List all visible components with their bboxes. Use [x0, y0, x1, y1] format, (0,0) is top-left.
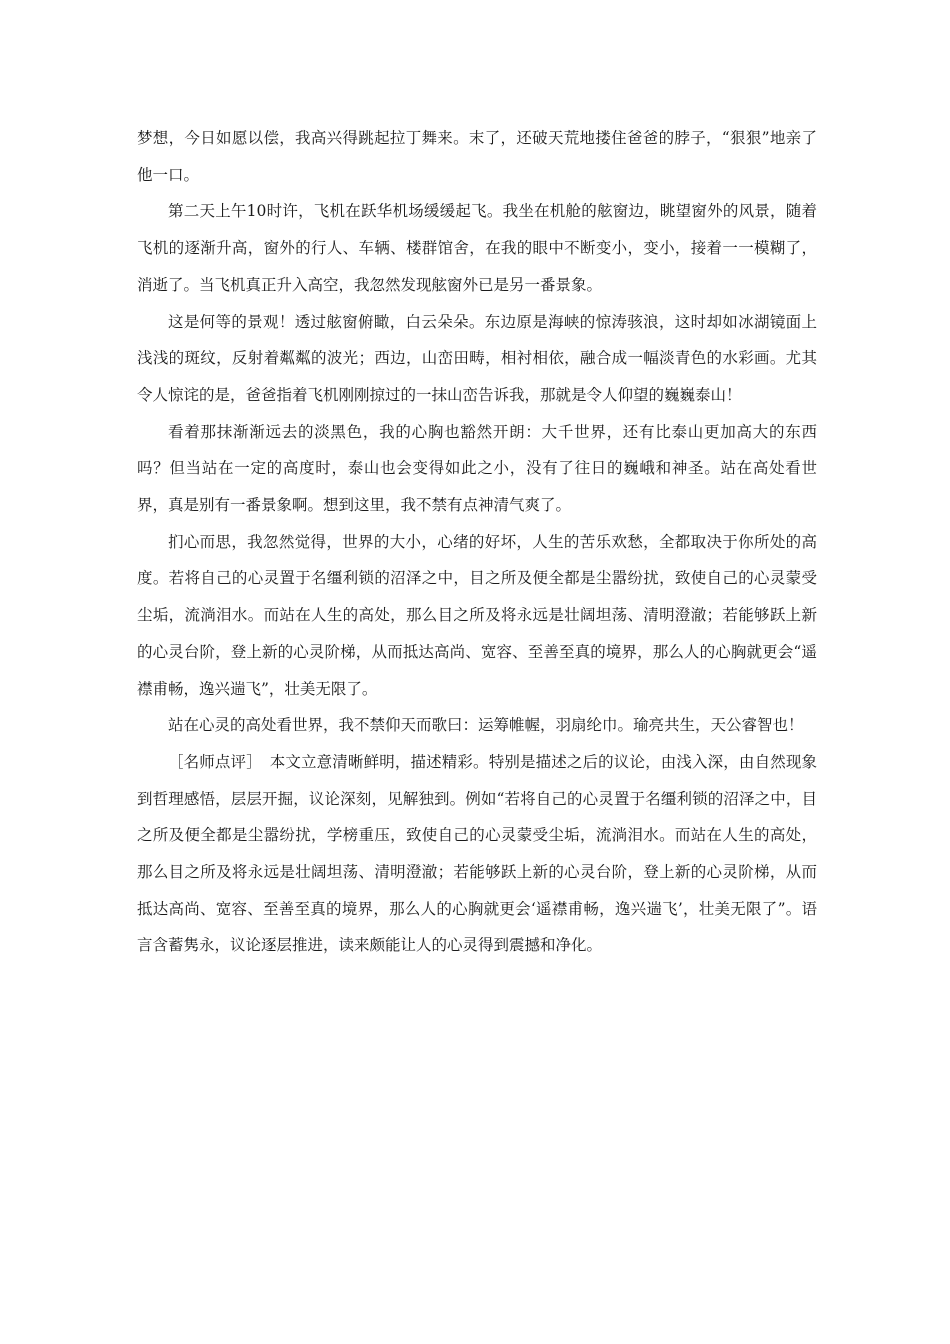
paragraph-2: 第二天上午10时许，飞机在跃华机场缓缓起飞。我坐在机舱的舷窗边，眺望窗外的风景，随着飞机的逐渐升高，窗外的行人、车辆、楼群馆舍，在我的眼中不断变小，变小，接着一一模糊了，消逝了。当飞机真正升入高空，我忽然发现舷窗外已是另一番景象。: [137, 202, 817, 294]
paragraph-1: 梦想，今日如愿以偿，我高兴得跳起拉丁舞来。末了，还破天荒地搂住爸爸的脖子，“狠狠”地亲了他一口。: [137, 129, 817, 184]
article-body: [137, 120, 817, 964]
paragraph-3: 这是何等的景观！透过舷窗俯瞰，白云朵朵。东边原是海峡的惊涛骇浪，这时却如冰湖镜面上浅浅的斑纹，反射着粼粼的波光；西边，山峦田畴，相衬相依，融合成一幅淡青色的水彩画。尤其令人惊诧的是，爸爸指着飞机刚刚掠过的一抹山峦告诉我，那就是令人仰望的巍巍泰山！: [137, 312, 817, 404]
paragraph-4: 看着那抹渐渐远去的淡黑色，我的心胸也豁然开朗：大千世界，还有比泰山更加高大的东西吗？但当站在一定的高度时，泰山也会变得如此之小，没有了往日的巍峨和神圣。站在高处看世界，真是别有一番景象啊。想到这里，我不禁有点神清气爽了。: [137, 422, 817, 515]
teacher-comment: ［名师点评］ 本文立意清晰鲜明，描述精彩。特别是描述之后的议论，由浅入深，由自然现象到哲理感悟，层层开掘，议论深刻，见解独到。例如“若将自己的心灵置于名缰利锁的沼泽之中，目之所及便全都是尘嚣纷扰，学榜重压，致使自己的心灵蒙受尘垢，流淌泪水。而站在人生的高处，那么目之所及将永远是壮阔坦荡、清明澄澈；若能够跃上新的心灵台阶，登上新的心灵阶梯，从而抵达高尚、宽容、至善至真的境界，那么人的心胸就更会‘遥襟甫畅，逸兴遄飞’，壮美无限了”。语言含蓄隽永，议论逐层推进，读来颇能让人的心灵得到震撼和净化。: [137, 752, 817, 955]
paragraph-6: 站在心灵的高处看世界，我不禁仰天而歌曰：运筹帷幄，羽扇纶巾。瑜亮共生，天公睿智也！: [168, 716, 804, 735]
paragraph-5: 扪心而思，我忽然觉得，世界的大小，心绪的好坏，人生的苦乐欢愁，全都取决于你所处的高度。若将自己的心灵置于名缰利锁的沼泽之中，目之所及便全都是尘嚣纷扰，致使自己的心灵蒙受尘垢，流淌泪水。而站在人生的高处，那么目之所及将永远是壮阔坦荡、清明澄澈；若能够跃上新的心灵台阶，登上新的心灵阶梯，从而抵达高尚、宽容、至善至真的境界，那么人的心胸就更会“遥襟甫畅，逸兴遄飞”，壮美无限了。: [137, 532, 817, 698]
